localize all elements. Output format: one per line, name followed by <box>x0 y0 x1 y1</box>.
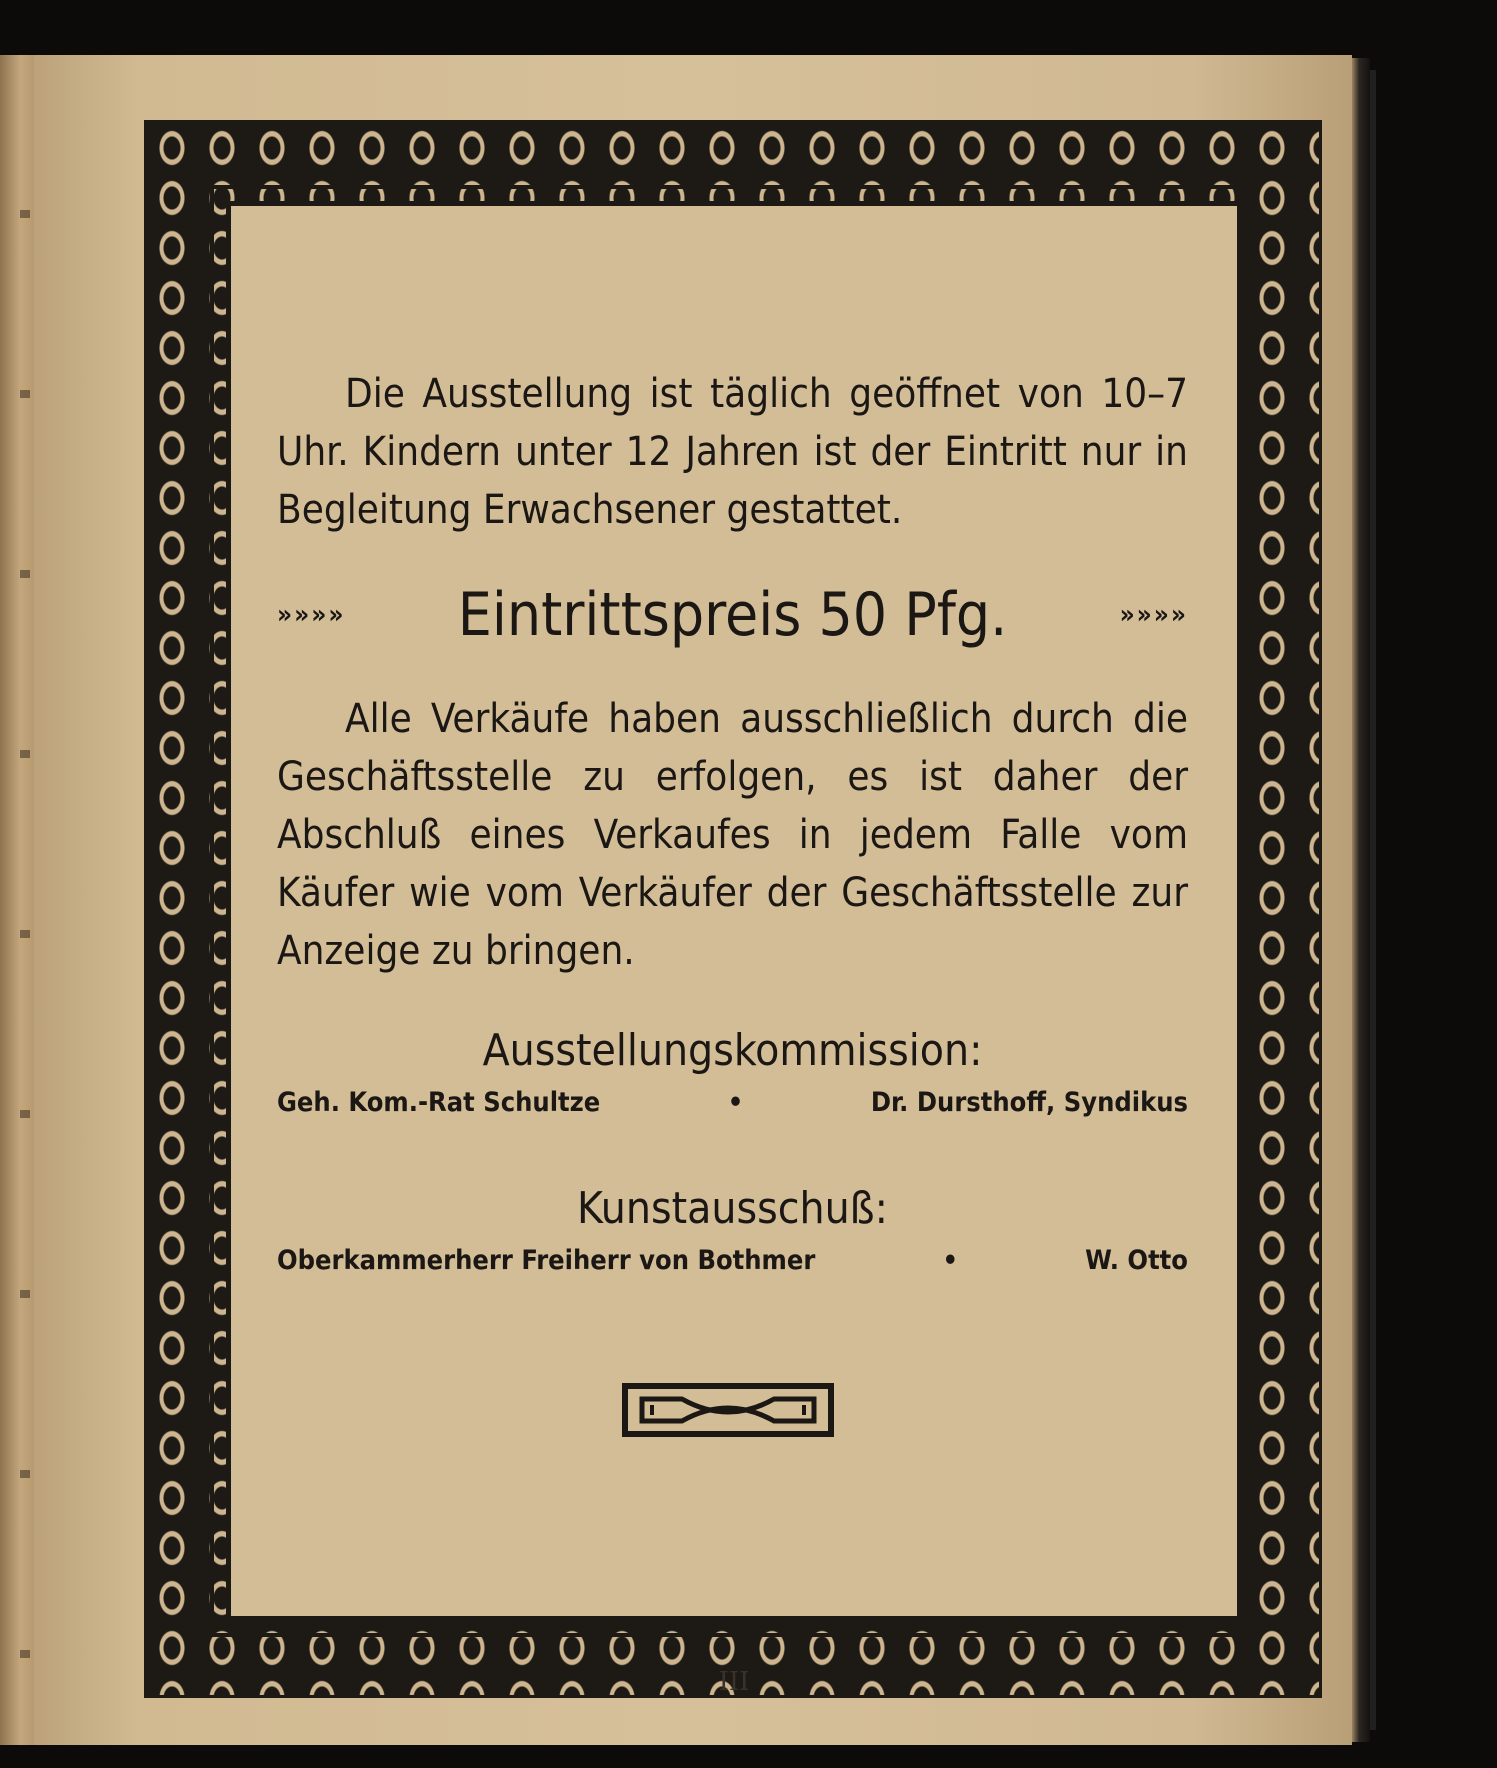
art-committee-members <box>277 1245 1188 1276</box>
book-page <box>34 55 1352 1745</box>
commission-member-1: Geh. Kom.-Rat Schultze <box>277 1087 601 1118</box>
page-number: III <box>718 1667 750 1697</box>
book-cover-edge <box>1370 70 1376 1730</box>
commission-separator: • <box>727 1087 744 1118</box>
ornamental-vignette-icon <box>622 1383 834 1437</box>
sales-paragraph: Alle Verkäufe haben ausschließlich durch die Geschäftsstelle zu erfolgen, es ist daher der Abschluß eines Verkaufes in jedem Falle vom Käufer wie vom Verkäufer der Geschäftsstelle zur Anzeige zu bringen. <box>277 696 1188 974</box>
price-label: Eintrittspreis 50 Pfg. <box>457 580 1008 650</box>
page-right-edge <box>1352 58 1370 1742</box>
commission-member-2: Dr. Dursthoff, Syndikus <box>870 1087 1188 1118</box>
intro-paragraph: Die Ausstellung ist täglich geöffnet von 10–7 Uhr. Kindern unter 12 Jahren ist der Eintritt nur in Begleitung Erwachsener gestattet. <box>277 371 1188 533</box>
art-committee-heading: Kunstausschuß: <box>577 1183 888 1234</box>
art-committee-member-1: Oberkammerherr Freiherr von Bothmer <box>277 1245 816 1276</box>
commission-heading: Ausstellungskommission: <box>482 1025 983 1076</box>
art-committee-separator: • <box>942 1245 958 1276</box>
ornament-right: »»»» <box>1119 600 1188 630</box>
art-committee-member-2: W. Otto <box>1085 1245 1188 1276</box>
binding-stitches <box>20 70 30 1730</box>
ornament-left: »»»» <box>277 600 346 630</box>
admission-price <box>277 580 1188 650</box>
commission-members <box>277 1087 1188 1118</box>
